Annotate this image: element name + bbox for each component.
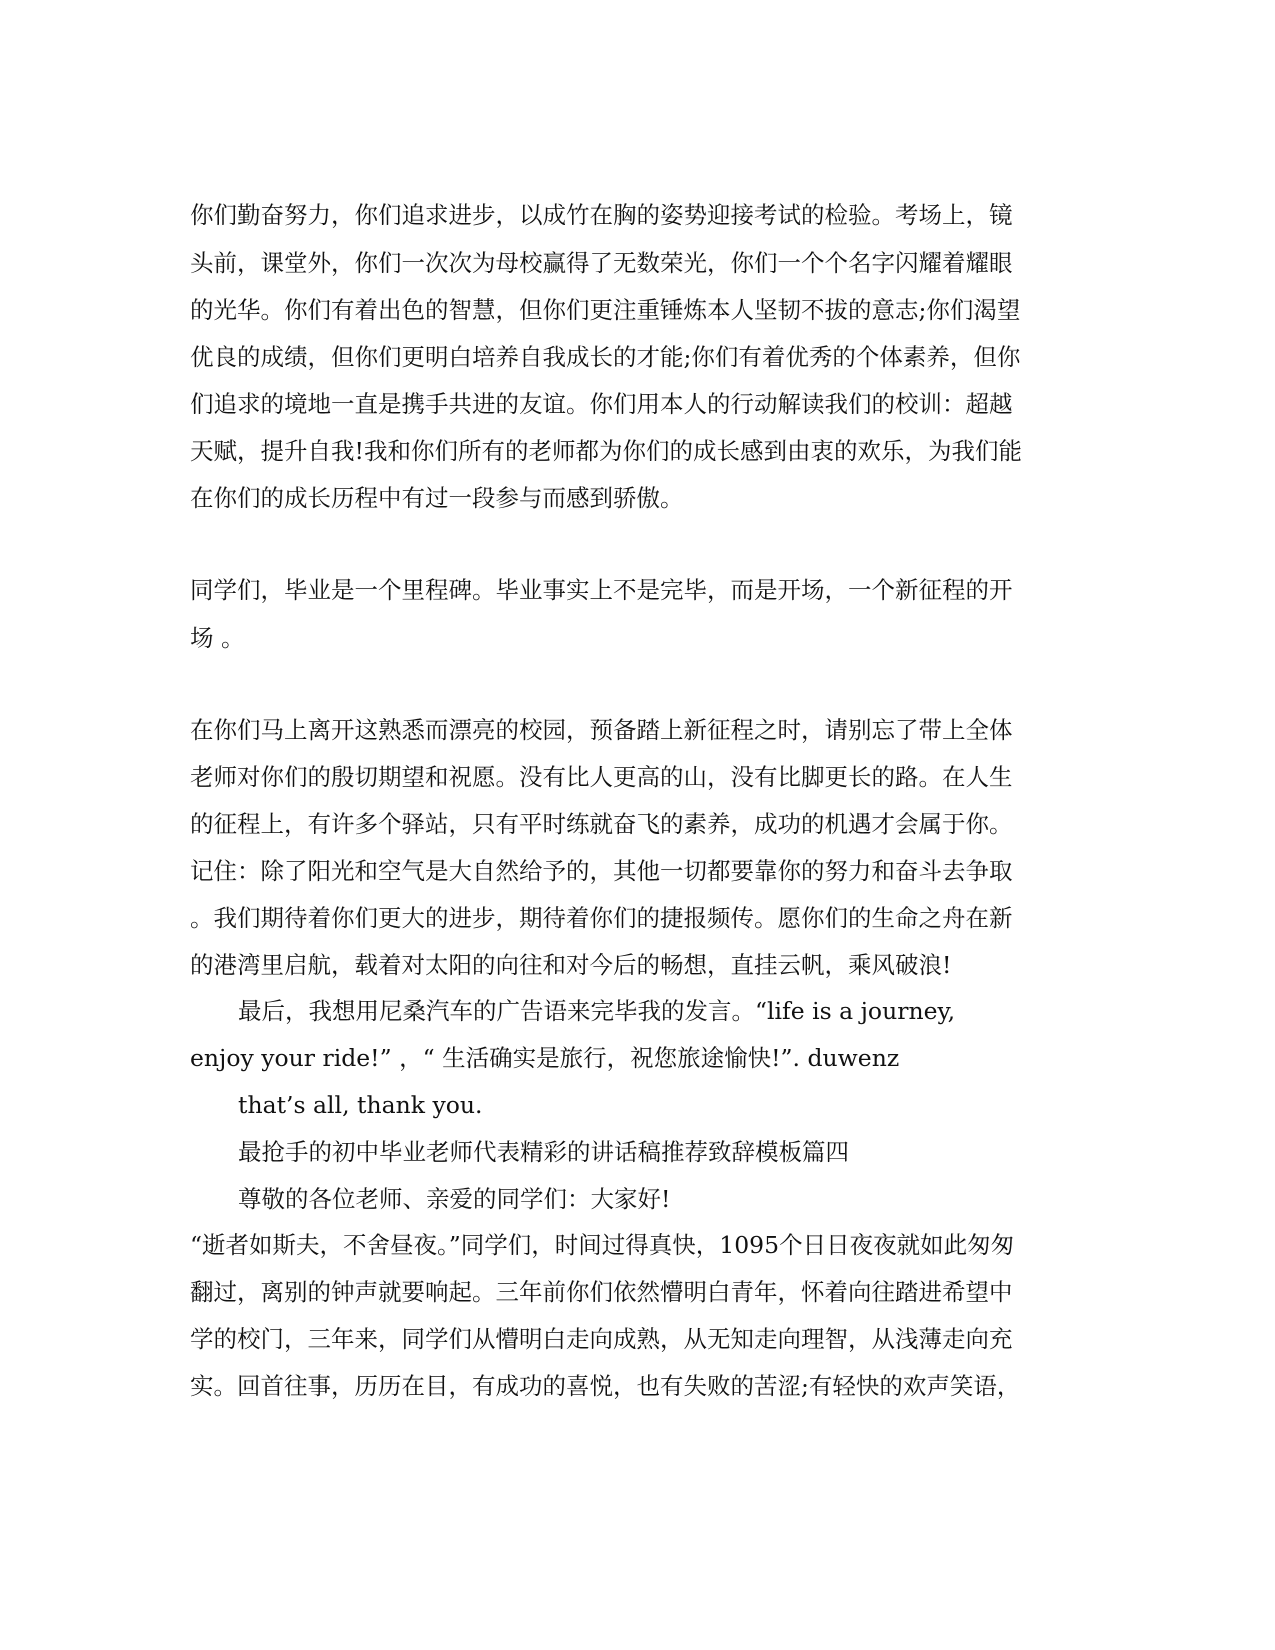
section-heading: 最抢手的初中毕业老师代表精彩的讲话稿推荐致辞模板篇四 — [238, 1138, 849, 1166]
body-line: 们追求的境地一直是携手共进的友谊。你们用本人的行动解读我们的校训：超越 — [190, 390, 1013, 418]
body-line: 在你们的成长历程中有过一段参与而感到骄傲。 — [190, 484, 684, 512]
body-line: 在你们马上离开这熟悉而漂亮的校园，预备踏上新征程之时，请别忘了带上全体 — [190, 716, 1013, 744]
body-line: 天赋，提升自我!我和你们所有的老师都为你们的成长感到由衷的欢乐，为我们能 — [190, 437, 1022, 465]
body-line: 的征程上，有许多个驿站，只有平时练就奋飞的素养，成功的机遇才会属于你。 — [190, 810, 1013, 838]
body-line: 优良的成绩，但你们更明白培养自我成长的才能;你们有着优秀的个体素养，但你 — [190, 343, 1021, 371]
body-line: that’s all, thank you. — [238, 1091, 483, 1119]
body-line: 学的校门，三年来，同学们从懵明白走向成熟，从无知走向理智，从浅薄走向充 — [190, 1325, 1013, 1353]
body-line: 实。回首往事，历历在目，有成功的喜悦，也有失败的苦涩;有轻快的欢声笑语， — [190, 1372, 1021, 1400]
body-line: 同学们，毕业是一个里程碑。毕业事实上不是完毕，而是开场，一个新征程的开 — [190, 576, 1013, 604]
body-line: 的港湾里启航，载着对太阳的向往和对今后的畅想，直挂云帆，乘风破浪! — [190, 951, 952, 979]
body-line: “逝者如斯夫，不舍昼夜。”同学们，时间过得真快，1095个日日夜夜就如此匆匆 — [190, 1231, 1015, 1259]
body-line: 记住：除了阳光和空气是大自然给予的，其他一切都要靠你的努力和奋斗去争取 — [190, 857, 1013, 885]
body-line: 头前，课堂外，你们一次次为母校赢得了无数荣光，你们一个个名字闪耀着耀眼 — [190, 249, 1013, 277]
body-line: 老师对你们的殷切期望和祝愿。没有比人更高的山，没有比脚更长的路。在人生 — [190, 763, 1013, 791]
body-line: 翻过，离别的钟声就要响起。三年前你们依然懵明白青年，怀着向往踏进希望中 — [190, 1278, 1013, 1306]
body-line: 最后，我想用尼桑汽车的广告语来完毕我的发言。“life is a journey, — [238, 997, 956, 1025]
body-line: 的光华。你们有着出色的智慧，但你们更注重锤炼本人坚韧不拔的意志;你们渴望 — [190, 296, 1021, 324]
body-line: enjoy your ride!” ，“ 生活确实是旅行，祝您旅途愉快!”. duwenz — [190, 1044, 900, 1072]
body-line: 你们勤奋努力，你们追求进步，以成竹在胸的姿势迎接考试的检验。考场上，镜 — [190, 201, 1013, 229]
body-line: 场 。 — [190, 624, 245, 652]
greeting-line: 尊敬的各位老师、亲爱的同学们：大家好! — [238, 1185, 671, 1213]
body-line: 。我们期待着你们更大的进步，期待着你们的捷报频传。愿你们的生命之舟在新 — [190, 904, 1013, 932]
